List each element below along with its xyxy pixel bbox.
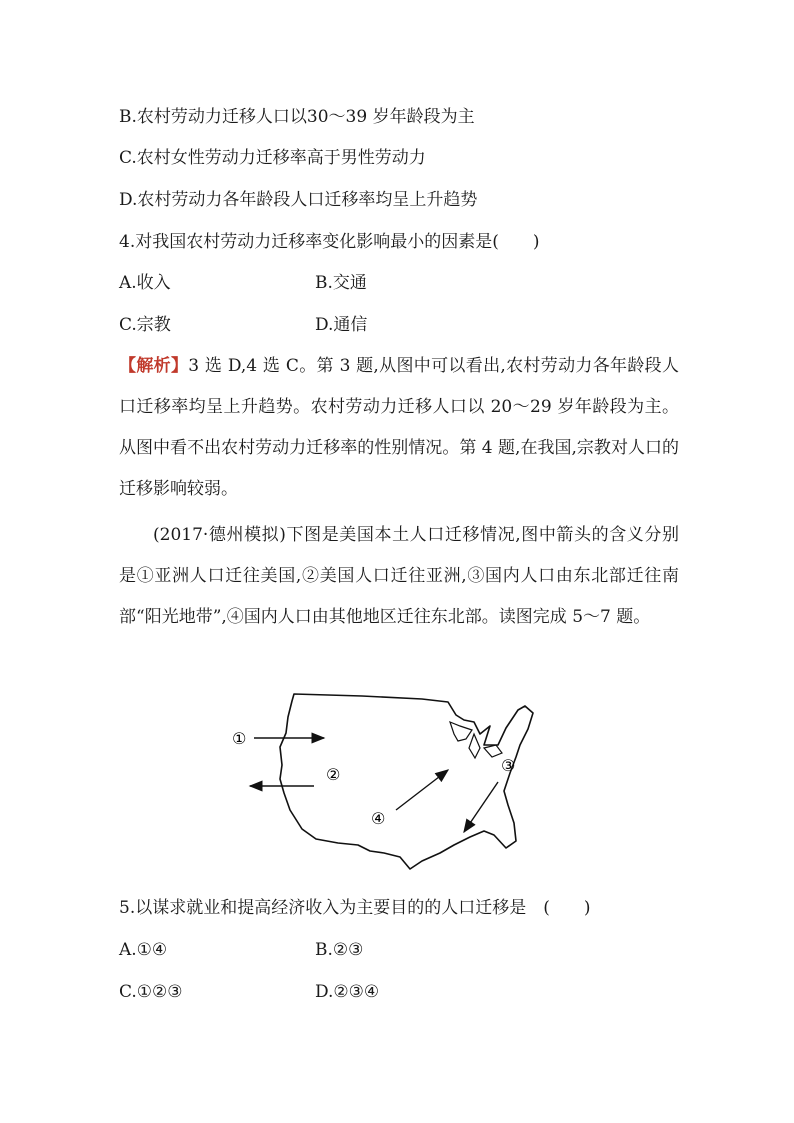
q4-option-a: A.收入	[119, 273, 171, 293]
map-label-2: ②	[326, 765, 341, 784]
q4-option-d: D.通信	[315, 315, 368, 335]
q5-option-c: C.①②③	[119, 982, 183, 1002]
question-intro: (2017·德州模拟)下图是美国本土人口迁移情况,图中箭头的含义分别是①亚洲人口迁往美国,②美国人口迁往亚洲,③国内人口由东北部迁往南部“阳光地带”,④国内人口由其他地区迁往东北部。读图完成 5～7 题。	[119, 525, 679, 627]
q4-option-b: B.交通	[315, 273, 367, 293]
q5-option-b: B.②③	[315, 940, 364, 960]
arrow-4	[396, 770, 448, 810]
map-label-1: ①	[232, 729, 247, 748]
q3-option-c: C.农村女性劳动力迁移率高于男性劳动力	[119, 148, 426, 168]
q4-stem: 4.对我国农村劳动力迁移率变化影响最小的因素是( )	[119, 232, 540, 252]
map-label-4: ④	[371, 809, 386, 828]
q5-option-a: A.①④	[119, 940, 168, 960]
arrow-3	[464, 782, 498, 832]
us-outline	[280, 694, 533, 869]
q5-stem: 5.以谋求就业和提高经济收入为主要目的的人口迁移是 ( )	[119, 898, 591, 918]
analysis-tag: 【解析】	[119, 356, 189, 376]
q3-option-b: B.农村劳动力迁移人口以30～39 岁年龄段为主	[119, 107, 475, 127]
map-label-3: ③	[501, 756, 516, 775]
q5-option-d: D.②③④	[315, 982, 380, 1002]
analysis-text: 3 选 D,4 选 C。第 3 题,从图中可以看出,农村劳动力各年龄段人口迁移率均呈上升趋势。农村劳动力迁移人口以 20～29 岁年龄段为主。从图中看不出农村劳动力迁移率的性别情况。第 4 题,在我国,宗教对人口的迁移影响较弱。	[119, 356, 679, 499]
us-migration-map	[222, 682, 542, 872]
analysis-block	[119, 346, 679, 510]
q4-option-c: C.宗教	[119, 315, 171, 335]
q3-option-d: D.农村劳动力各年龄段人口迁移率均呈上升趋势	[119, 190, 478, 210]
